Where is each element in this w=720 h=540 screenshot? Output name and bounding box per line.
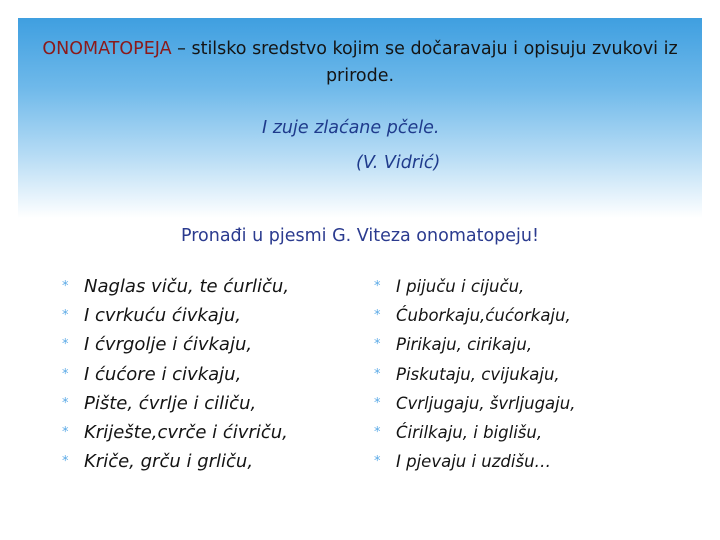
verse-item <box>374 360 575 389</box>
bullet-icon: * <box>62 308 69 324</box>
verse-item <box>374 330 575 359</box>
bullet-icon: * <box>374 425 381 441</box>
verse-text: Pište, ćvrlje i ciliču, <box>84 392 257 414</box>
verse-text: Naglas viču, te ćurliču, <box>84 276 290 298</box>
bullet-icon: * <box>374 454 381 470</box>
verse-text: Ćirilkaju, i biglišu, <box>396 423 543 443</box>
verse-text: Cvrljugaju, švrljugaju, <box>396 393 576 413</box>
verse-item <box>62 389 289 418</box>
bullet-icon: * <box>62 454 69 470</box>
verse-text: I ćvrgolje i ćivkaju, <box>84 334 253 356</box>
verse-item <box>374 389 575 418</box>
verse-item <box>62 447 289 476</box>
verse-item <box>62 330 289 359</box>
verse-item <box>374 272 575 301</box>
bullet-icon: * <box>62 366 69 382</box>
verse-item <box>374 447 575 476</box>
bullet-icon: * <box>374 395 381 411</box>
bullet-icon: * <box>374 279 381 295</box>
verse-text: I pijuču i cijuču, <box>396 277 525 297</box>
verse-text: I ćućore i civkaju, <box>84 363 242 385</box>
verse-item <box>62 360 289 389</box>
bullet-icon: * <box>62 425 69 441</box>
left-verse-list <box>62 272 289 476</box>
title-definition: – stilsko sredstvo kojim se dočaravaju i opisuju zvukovi iz prirode. <box>171 39 678 86</box>
verse-item <box>62 301 289 330</box>
bullet-icon: * <box>62 337 69 353</box>
instruction-text: Pronađi u pjesmi G. Viteza onomatopeju! <box>180 226 539 246</box>
verse-text: Ćuborkaju,ćućorkaju, <box>396 306 571 326</box>
title-term: ONOMATOPEJA <box>42 39 172 59</box>
verse-item <box>62 418 289 447</box>
quote-line: I zuje zlaćane pčele. <box>262 118 440 138</box>
verse-text: Piskutaju, cvijukaju, <box>396 364 560 384</box>
bullet-icon: * <box>374 337 381 353</box>
right-verse-list <box>374 272 575 476</box>
quote-author: (V. Vidrić) <box>356 153 441 173</box>
verse-text: Pirikaju, cirikaju, <box>396 335 533 355</box>
slide-title <box>40 36 680 90</box>
verse-item <box>62 272 289 301</box>
verse-item <box>374 301 575 330</box>
bullet-icon: * <box>374 366 381 382</box>
verse-text: Kriče, grču i grliču, <box>84 451 254 473</box>
verse-text: Kriješte,cvrče i ćivriču, <box>84 422 288 444</box>
verse-item <box>374 418 575 447</box>
bullet-icon: * <box>62 279 69 295</box>
bullet-icon: * <box>62 395 69 411</box>
verse-text: I pjevaju i uzdišu… <box>396 452 552 472</box>
bullet-icon: * <box>374 308 381 324</box>
verse-text: I cvrkuću ćivkaju, <box>84 305 241 327</box>
